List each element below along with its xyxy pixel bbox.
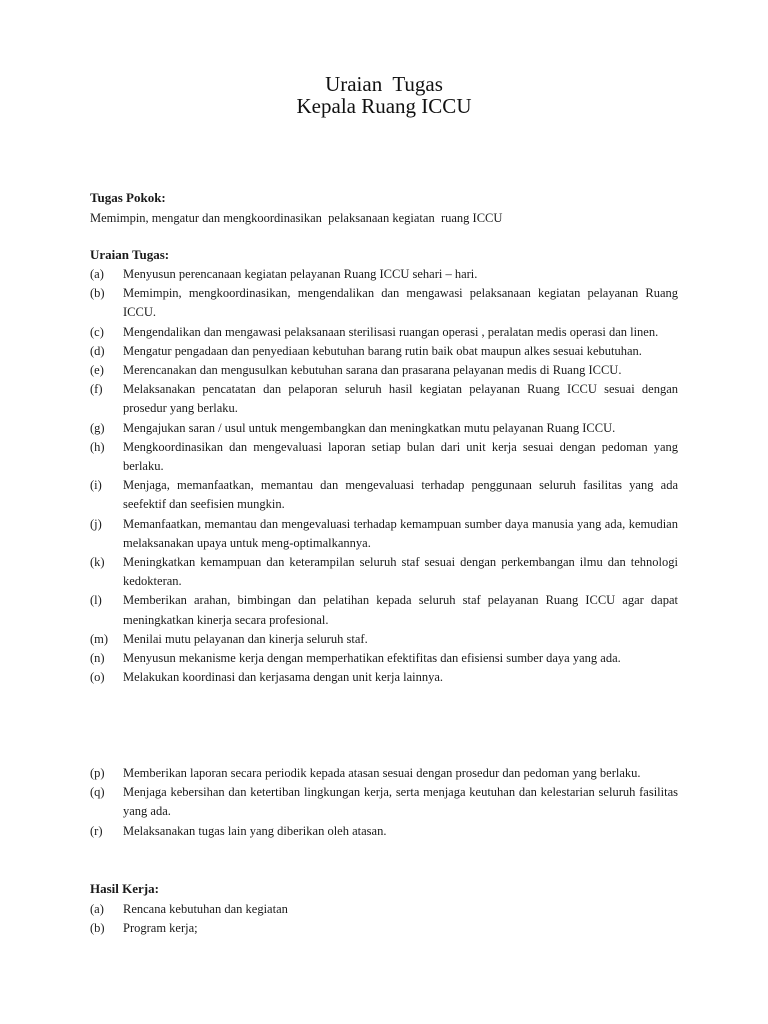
list-item-text: Menyusun perencanaan kegiatan pelayanan Ruang ICCU sehari – hari.	[123, 267, 478, 281]
tugas-pokok-heading: Tugas Pokok:	[90, 190, 166, 205]
list-item-text: Memberikan laporan secara periodik kepada atasan sesuai dengan prosedur dan pedoman yang berlaku.	[123, 766, 641, 780]
list-item	[90, 438, 678, 476]
list-item-label: (b)	[90, 921, 105, 936]
uraian-tugas-list	[90, 265, 678, 687]
list-item-text: Memimpin, mengkoordinasikan, mengendalikan dan mengawasi pelaksanaan kegiatan pelayanan Ruang ICCU.	[123, 286, 678, 320]
list-item-text: Rencana kebutuhan dan kegiatan	[123, 902, 288, 916]
list-item-text: Mengatur pengadaan dan penyediaan kebutuhan barang rutin baik obat maupun alkes sesuai kebutuhan.	[123, 343, 642, 358]
list-item-text: Menjaga kebersihan dan ketertiban lingkungan kerja, serta menjaga keutuhan dan kelestarian seluruh fasilitas yang ada.	[123, 785, 678, 819]
list-item	[90, 265, 678, 284]
list-item-label: (k)	[90, 555, 105, 570]
list-item	[90, 515, 678, 553]
tugas-pokok-text: Memimpin, mengatur dan mengkoordinasikan pelaksanaan kegiatan ruang ICCU	[90, 211, 503, 225]
list-item-label: (m)	[90, 631, 109, 646]
list-item-label: (r)	[90, 823, 103, 838]
list-item	[90, 822, 678, 841]
list-item-label: (o)	[90, 670, 105, 685]
list-item-label: (a)	[90, 902, 104, 916]
list-item-label: (i)	[90, 478, 102, 493]
list-item-text: Melaksanakan tugas lain yang diberikan oleh atasan.	[123, 823, 387, 838]
list-item-text: Mengendalikan dan mengawasi pelaksanaan sterilisasi ruangan operasi , peralatan medis operasi dan linen.	[123, 324, 659, 339]
list-item-label: (g)	[90, 420, 105, 435]
list-item	[90, 764, 678, 783]
list-item-label: (h)	[90, 439, 105, 454]
list-item-text: Memberikan arahan, bimbingan dan pelatihan kepada seluruh staf pelayanan Ruang ICCU agar dapat meningkatkan kinerja secara profesional.	[123, 593, 678, 627]
list-item	[90, 668, 678, 687]
list-item-label: (d)	[90, 343, 105, 358]
list-item-label: (n)	[90, 651, 105, 666]
list-item-text: Menjaga, memanfaatkan, memantau dan mengevaluasi terhadap penggunaan seluruh fasilitas yang ada seefektif dan seefisien mungkin.	[123, 478, 678, 512]
list-item	[90, 591, 678, 629]
list-item-label: (p)	[90, 766, 105, 780]
list-item	[90, 919, 678, 938]
list-item	[90, 630, 678, 649]
list-item-text: Menilai mutu pelayanan dan kinerja seluruh staf.	[123, 631, 368, 646]
list-item-label: (q)	[90, 785, 105, 800]
list-item	[90, 476, 678, 514]
list-item	[90, 900, 678, 919]
list-item-text: Meningkatkan kemampuan dan keterampilan seluruh staf sesuai dengan perkembangan ilmu dan tehnologi kedokteran.	[123, 555, 678, 589]
list-item	[90, 419, 678, 438]
list-item	[90, 323, 678, 342]
hasil-kerja-heading: Hasil Kerja:	[90, 881, 159, 896]
list-item-label: (l)	[90, 593, 102, 608]
list-item-text: Memanfaatkan, memantau dan mengevaluasi terhadap kemampuan sumber daya manusia yang ada, kemudian melaksanakan upaya untuk meng-optimalkannya.	[123, 516, 678, 550]
list-item-text: Mengkoordinasikan dan mengevaluasi laporan setiap bulan dari unit kerja sesuai dengan pedoman yang berlaku.	[123, 439, 678, 474]
list-item-text: Merencanakan dan mengusulkan kebutuhan sarana dan prasarana pelayanan medis di Ruang ICCU.	[123, 363, 622, 378]
list-item-label: (f)	[90, 382, 103, 397]
list-item-text: Melakukan koordinasi dan kerjasama dengan unit kerja lainnya.	[123, 670, 444, 685]
list-item	[90, 553, 678, 591]
list-item-text: Program kerja;	[123, 921, 198, 936]
list-item-text: Melaksanakan pencatatan dan pelaporan seluruh hasil kegiatan pelayanan Ruang ICCU sesuai dengan prosedur yang berlaku.	[123, 382, 678, 416]
list-item-text: Menyusun mekanisme kerja dengan memperhatikan efektifitas dan efisiensi sumber daya yang ada.	[123, 651, 621, 666]
list-item	[90, 284, 678, 322]
list-item	[90, 380, 678, 418]
list-item	[90, 342, 678, 361]
document-title-line1: Uraian Tugas	[325, 72, 443, 96]
list-item	[90, 649, 678, 668]
list-item-text: Mengajukan saran / usul untuk mengembangkan dan meningkatkan mutu pelayanan Ruang ICCU.	[123, 420, 616, 435]
list-item	[90, 783, 678, 821]
list-item-label: (c)	[90, 324, 104, 339]
hasil-kerja-list	[90, 900, 678, 938]
list-item-label: (e)	[90, 363, 104, 378]
list-item-label: (j)	[90, 516, 102, 531]
list-item-label: (b)	[90, 286, 105, 301]
list-item-label: (a)	[90, 267, 104, 281]
uraian-tugas-list-continued	[90, 764, 678, 841]
uraian-tugas-heading: Uraian Tugas:	[90, 247, 170, 262]
list-item	[90, 361, 678, 380]
document-title-line2: Kepala Ruang ICCU	[296, 94, 472, 118]
